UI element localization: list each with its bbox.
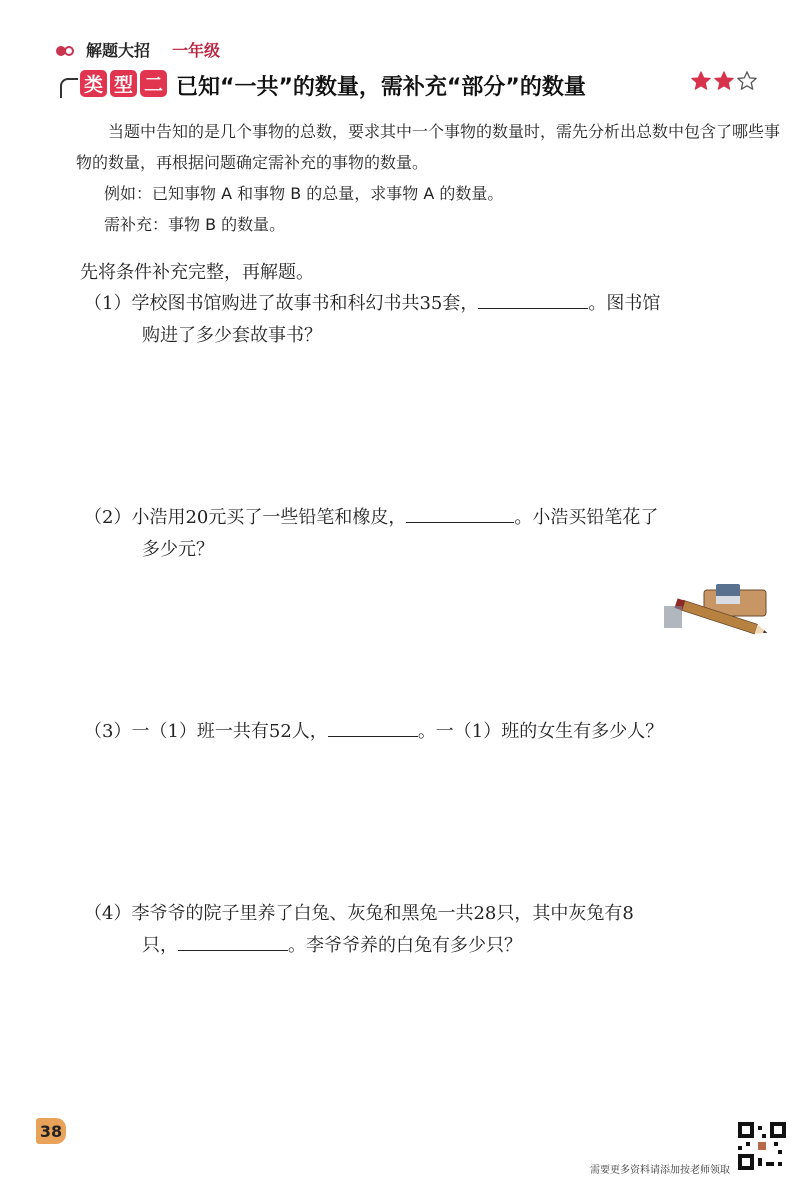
grade-label: 一年级 [172,41,221,60]
question-number: （1） [84,293,132,314]
question-3 [84,716,784,748]
title-corner-bracket [60,78,78,98]
answer-blank[interactable] [406,504,514,523]
question-text: 李爷爷的院子里养了白兔、灰兔和黑兔一共28只，其中灰兔有8 [131,903,634,924]
star-outline-icon [736,70,758,92]
answer-blank[interactable] [328,718,418,737]
question-number: （4） [84,903,132,924]
intro-example: 例如：已知事物 A 和事物 B 的总量，求事物 A 的数量。 [104,184,504,203]
type-tag-group [80,70,167,97]
header-dots-icon [56,44,78,56]
question-number: （3） [84,721,132,742]
book-title: 解题大招 [86,41,151,60]
question-1 [84,288,784,352]
answer-blank[interactable] [478,290,588,309]
question-text: 。小浩买铅笔花了 [514,507,659,528]
intro-text [76,116,780,240]
footer-note: 需要更多资料请添加按老师领取 [590,1165,730,1176]
type-tag-3: 二 [140,70,167,97]
type-title: 已知“一共”的数量，需补充“部分”的数量 [176,75,586,100]
star-filled-icon [690,70,712,92]
question-text: 一（1）班一共有52人， [131,721,328,742]
question-text: 多少元？ [142,539,214,560]
intro-supplement: 需补充：事物 B 的数量。 [104,215,286,234]
question-2 [84,502,784,566]
pencil-eraser-illustration [664,584,782,650]
qr-code-icon [738,1122,786,1170]
question-number: （2） [84,507,132,528]
header [56,38,220,61]
exercise-instruction: 先将条件补充完整，再解题。 [80,262,314,283]
star-filled-icon [713,70,735,92]
question-text: 。图书馆 [588,293,661,314]
question-text: 购进了多少套故事书？ [142,325,322,346]
type-tag-1: 类 [80,70,107,97]
intro-paragraph: 当题中告知的是几个事物的总数，要求其中一个事物的数量时，需先分析出总数中包含了哪些事物的数量，再根据问题确定需补充的事物的数量。 [76,122,781,172]
page-number: 38 [36,1118,66,1144]
question-text: 只， [142,935,178,956]
answer-blank[interactable] [178,932,288,951]
question-text: 小浩用20元买了一些铅笔和橡皮， [131,507,407,528]
question-text: 。李爷爷养的白兔有多少只？ [288,935,522,956]
difficulty-stars [690,70,758,92]
question-text: 。一（1）班的女生有多少人？ [417,721,664,742]
question-text: 学校图书馆购进了故事书和科幻书共35套， [131,293,479,314]
question-4 [84,898,784,962]
type-tag-2: 型 [110,70,137,97]
